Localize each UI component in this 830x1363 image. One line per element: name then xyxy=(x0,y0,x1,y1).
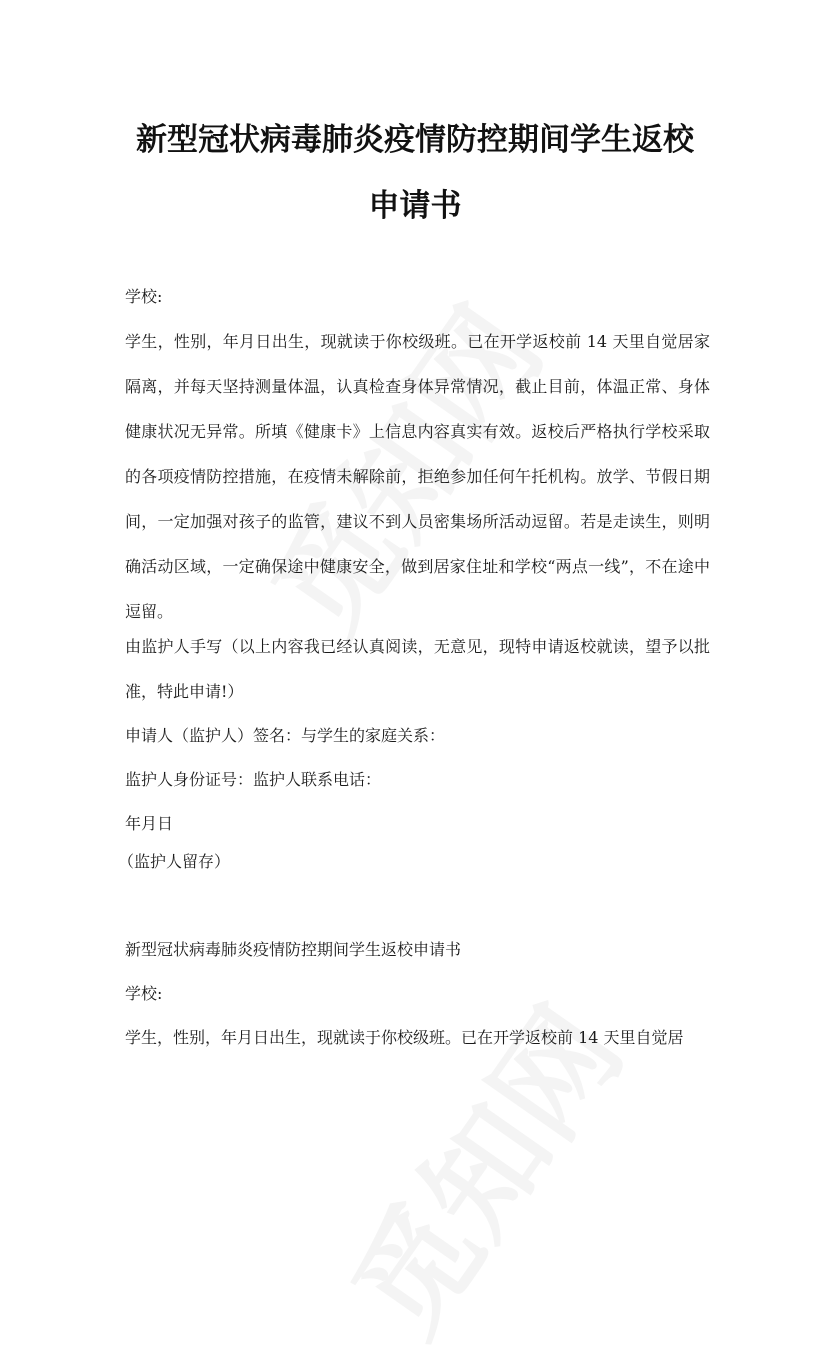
second-copy-salutation: 学校: xyxy=(125,984,163,1003)
second-copy-paragraph: 学生，性别，年月日出生，现就读于你校级班。已在开学返校前 14 天里自觉居 xyxy=(125,1028,684,1047)
id-phone-line: 监护人身份证号：监护人联系电话： xyxy=(125,770,382,789)
page-title-line-1: 新型冠状病毒肺炎疫情防控期间学生返校 xyxy=(136,122,694,158)
signature-line: 申请人（监护人）签名：与学生的家庭关系： xyxy=(125,726,446,745)
body-paragraph: 学生，性别，年月日出生，现就读于你校级班。已在开学返校前 14 天里自觉居家隔离，并每天坚持测量体温，认真检查身体异常情况，截止目前，体温正常、身体健康状况无异常。所填《健康卡》上信息内容真实有效。返校后严格执行学校采取的各项疫情防控措施，在疫情未解除前，拒绝参加任何午托机构。放学、节假日期间，一定加强对孩子的监管，建议不到人员密集场所活动逗留。若是走读生，则明确活动区域，一定确保途中健康安全，做到居家住址和学校“两点一线”，不在途中逗留。 xyxy=(125,332,710,621)
salutation: 学校: xyxy=(125,287,163,306)
guardian-note: 由监护人手写（以上内容我已经认真阅读，无意见，现特申请返校就读，望予以批准，特此申请!） xyxy=(125,637,710,701)
date-line: 年月日 xyxy=(125,814,174,833)
second-copy-heading: 新型冠状病毒肺炎疫情防控期间学生返校申请书 xyxy=(125,940,462,959)
page-title-line-2: 申请书 xyxy=(368,188,462,224)
copy-note: （监护人留存） xyxy=(118,852,231,871)
